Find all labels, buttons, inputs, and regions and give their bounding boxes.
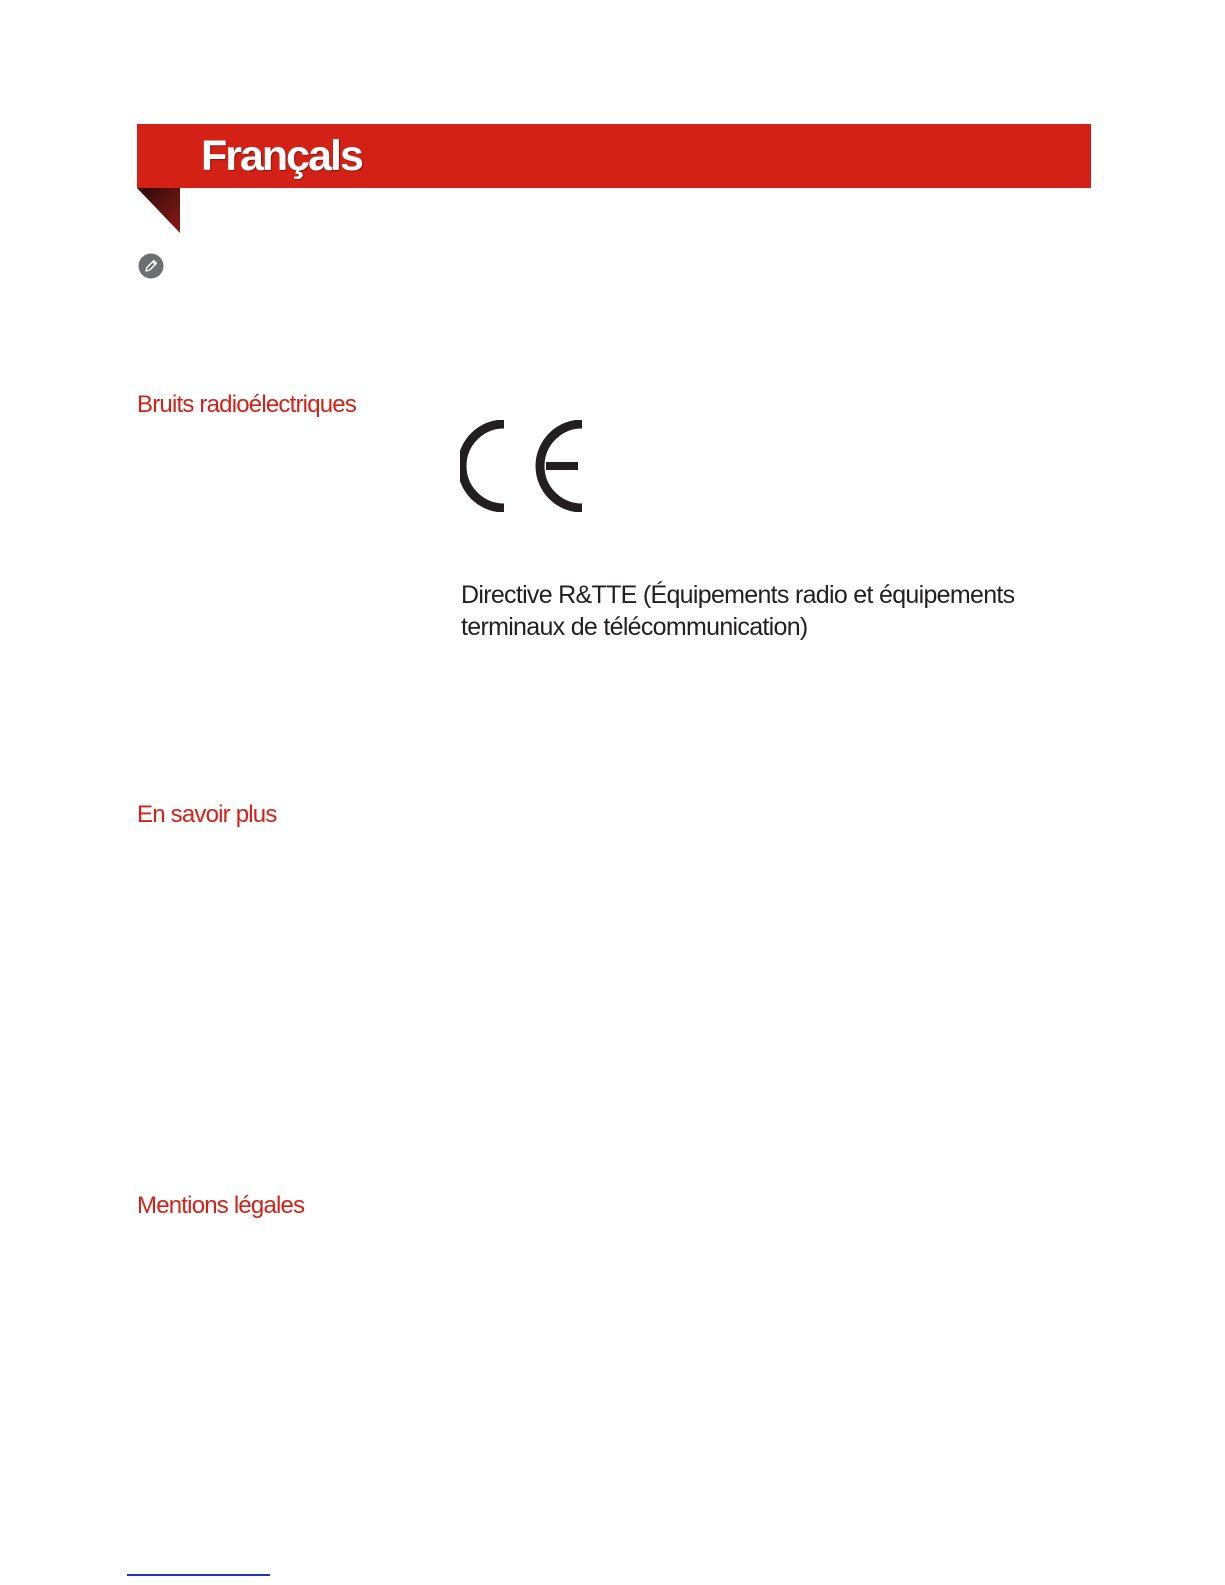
pencil-icon (138, 253, 164, 279)
banner-fold (137, 188, 180, 233)
banner-title: Françals (201, 132, 362, 180)
directive-text: Directive R&TTE (Équipements radio et équipements terminaux de télécommunication) (461, 581, 1015, 641)
section-heading-savoir: En savoir plus (137, 801, 277, 828)
ce-mark (460, 420, 590, 512)
section-heading-mentions: Mentions légales (137, 1192, 305, 1219)
footer-link-underline[interactable] (127, 1574, 270, 1576)
language-banner (137, 124, 1091, 188)
section-heading-bruits: Bruits radioélectriques (137, 391, 357, 418)
